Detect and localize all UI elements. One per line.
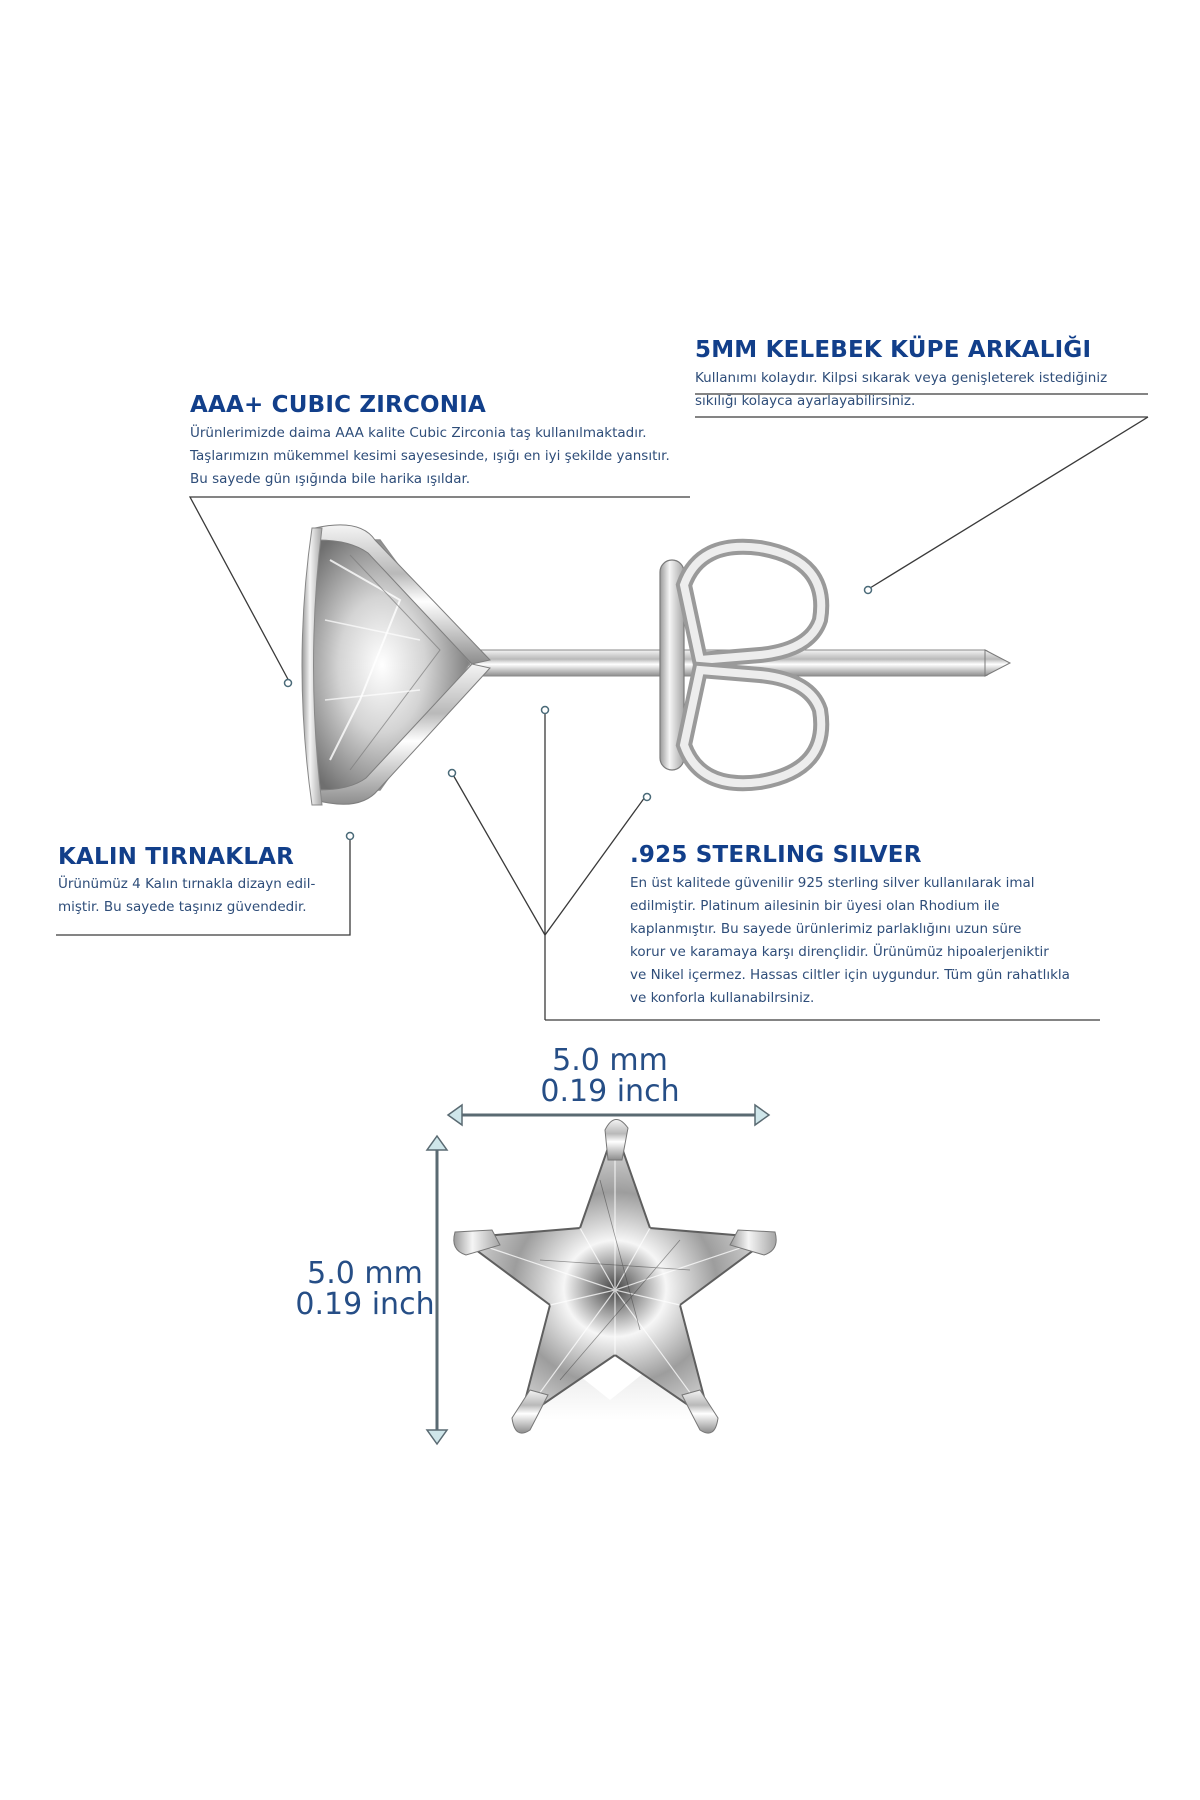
width-dimension-label	[530, 1045, 690, 1107]
callout-title: .925 STERLING SILVER	[630, 842, 922, 868]
callout-title: KALIN TIRNAKLAR	[58, 844, 295, 870]
post-tip	[985, 650, 1010, 676]
callout-line: kaplanmıştır. Bu sayede ürünlerimiz parlaklığını uzun süre	[630, 921, 1022, 937]
arrow-right-icon	[755, 1105, 769, 1125]
callout-body	[695, 367, 1107, 413]
callout-line: korur ve karamaya karşı dirençlidir. Ürünümüz hipoalerjeniktir	[630, 944, 1049, 960]
arrow-up-icon	[427, 1136, 447, 1150]
callout-title: 5MM KELEBEK KÜPE ARKALIĞI	[695, 337, 1092, 363]
arrow-down-icon	[427, 1430, 447, 1444]
arrow-left-icon	[448, 1105, 462, 1125]
callout-title: AAA+ CUBIC ZIRCONIA	[190, 392, 486, 418]
callout-line: ve konforla kullanabilrsiniz.	[630, 990, 815, 1006]
callout-line: Bu sayede gün ışığında bile harika ışıldar.	[190, 471, 471, 487]
callout-body	[58, 873, 315, 919]
callout-line: Ürünlerimizde daima AAA kalite Cubic Zirconia taş kullanılmaktadır.	[190, 425, 647, 441]
height-inch: 0.19 inch	[295, 1287, 435, 1322]
callout-line: Ürünümüz 4 Kalın tırnakla dizayn edil-	[58, 876, 316, 892]
callout-body	[630, 872, 1070, 1010]
callout-line: En üst kalitede güvenilir 925 sterling silver kullanılarak imal	[630, 875, 1035, 891]
callout-butterfly-back	[695, 337, 1107, 413]
callout-prongs	[58, 844, 315, 919]
width-inch: 0.19 inch	[540, 1074, 680, 1109]
leader-silver-left	[452, 773, 645, 935]
callout-line: Kullanımı kolaydır. Kilpsi sıkarak veya genişleterek istediğiniz	[695, 370, 1108, 386]
height-dimension-label	[290, 1258, 440, 1320]
callout-sterling-silver	[630, 842, 1070, 1010]
callout-line: miştir. Bu sayede taşınız güvendedir.	[58, 899, 307, 915]
star-stone-icon	[454, 1119, 776, 1433]
callout-cubic-zirconia	[190, 392, 670, 491]
callout-line: sıkılığı kolayca ayarlayabilirsiniz.	[695, 393, 916, 409]
callout-body	[190, 422, 670, 491]
height-mm: 5.0 mm	[307, 1256, 423, 1291]
callout-line: edilmiştir. Platinum ailesinin bir üyesi olan Rhodium ile	[630, 898, 1000, 914]
callout-line: ve Nikel içermez. Hassas ciltler için uygundur. Tüm gün rahatlıkla	[630, 967, 1070, 983]
callout-line: Taşlarımızın mükemmel kesimi sayesesinde, ışığı en iyi şekilde yansıtır.	[190, 448, 670, 464]
width-mm: 5.0 mm	[552, 1043, 668, 1078]
